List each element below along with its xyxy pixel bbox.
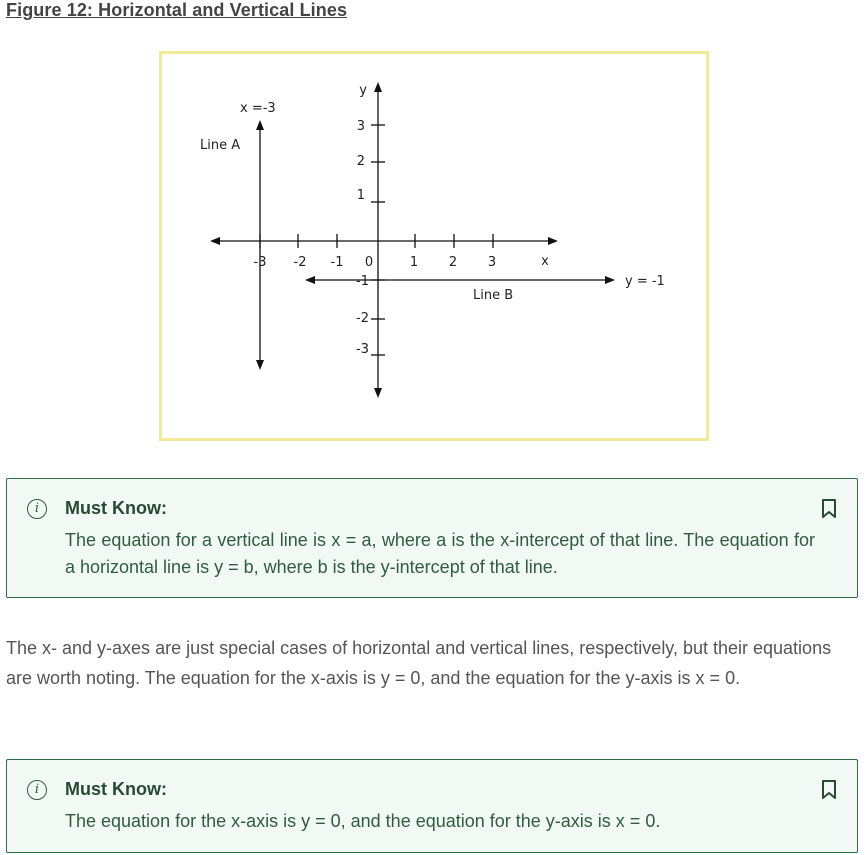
x-tick-label: 2 — [448, 255, 458, 270]
info-icon: i — [27, 780, 47, 800]
x-tick-label: 0 — [364, 255, 374, 270]
info-icon: i — [27, 499, 47, 519]
must-know-callout — [6, 478, 858, 598]
x-tick-label: -3 — [253, 255, 267, 270]
x-tick-label: 3 — [487, 255, 497, 270]
line-b-label: Line B — [473, 288, 514, 303]
callout-text: The equation for a vertical line is x = a, where a is the x-intercept of that line. The equation for a horizontal line is y = b, where b is the y-intercept of that line. — [65, 530, 815, 577]
y-tick-label: -1 — [356, 274, 369, 289]
bookmark-icon[interactable] — [821, 499, 837, 519]
line-a-down-arrow-icon — [256, 360, 264, 370]
y-axis-down-arrow-icon — [374, 388, 382, 398]
figure-frame — [159, 51, 709, 441]
line-b-equation: y = -1 — [625, 274, 665, 289]
line-b-left-arrow-icon — [305, 276, 315, 284]
body-paragraph: The x- and y-axes are just special cases of horizontal and vertical lines, respectively, but their equations are worth noting. The equation for the x-axis is y = 0, and the equation for the y-axis is x = 0. — [6, 638, 832, 688]
x-axis-right-arrow-icon — [548, 237, 558, 245]
coordinate-graph — [162, 54, 706, 438]
x-tick-label: -2 — [293, 255, 307, 270]
line-b-right-arrow-icon — [605, 276, 615, 284]
y-tick-label: -2 — [356, 311, 369, 326]
x-axis-left-arrow-icon — [210, 237, 220, 245]
callout-title: Must Know: — [65, 498, 167, 518]
y-tick-label: -3 — [356, 342, 369, 357]
y-tick-label: 1 — [356, 188, 365, 203]
callout-text: The equation for the x-axis is y = 0, and the equation for the y-axis is x = 0. — [65, 811, 661, 831]
figure-title: Figure 12: Horizontal and Vertical Lines — [6, 0, 348, 20]
y-axis-label: y — [359, 83, 367, 98]
x-tick-label: -1 — [330, 255, 344, 270]
y-tick-label: 3 — [356, 119, 365, 134]
x-axis-label: x — [541, 254, 549, 269]
y-axis-up-arrow-icon — [374, 82, 382, 92]
line-a-up-arrow-icon — [256, 120, 264, 130]
line-a-label: Line A — [200, 138, 241, 153]
callout-title: Must Know: — [65, 779, 167, 799]
bookmark-icon[interactable] — [821, 780, 837, 800]
line-a-equation: x =-3 — [240, 101, 276, 116]
y-tick-label: 2 — [356, 154, 365, 169]
x-tick-label: 1 — [409, 255, 419, 270]
must-know-callout — [6, 759, 858, 853]
